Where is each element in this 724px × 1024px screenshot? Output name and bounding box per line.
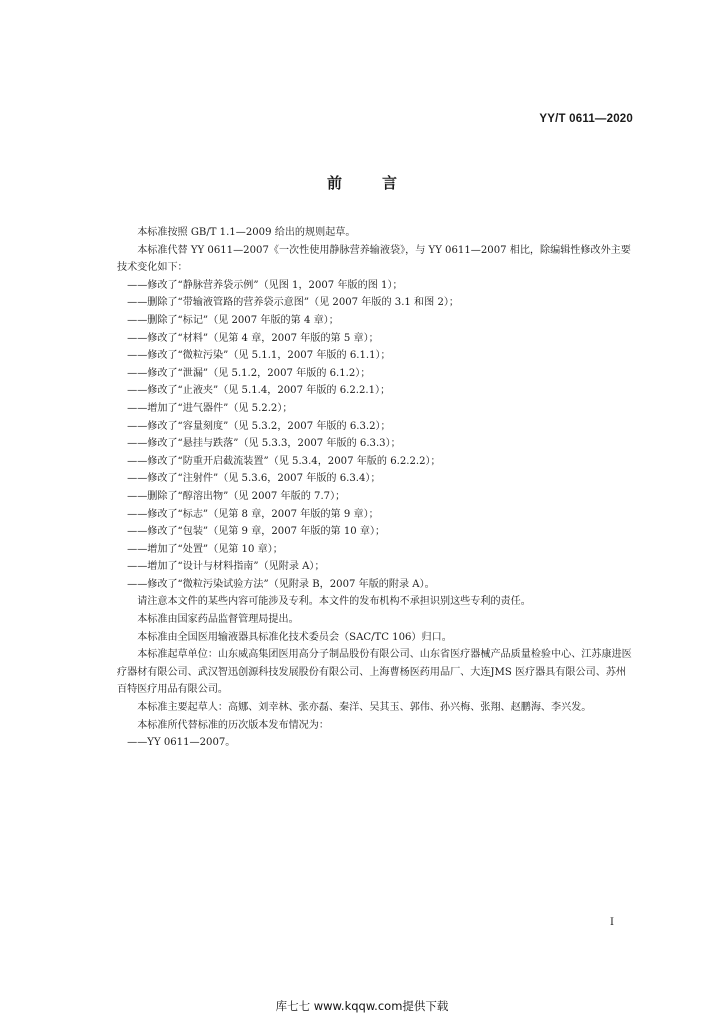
- paragraph: 本标准所代替标准的历次版本发布情况为：: [137, 719, 329, 731]
- paragraph: 本标准起草单位：山东威高集团医用高分子制品股份有限公司、山东省医疗器械产品质量检验中心、江苏康进医疗器材有限公司、武汉智迅创源科技发展股份有限公司、上海曹杨医药用品厂、大连JMS 医疗器具有限公司、苏州百特医疗用品有限公司。: [117, 649, 632, 696]
- list-item: ——增加了“处置”（见第 10 章）；: [127, 543, 283, 555]
- list-item: ——删除了“醇溶出物”（见 2007 年版的 7.7）；: [127, 490, 346, 502]
- list-item: ——修改了“材料”（见第 4 章，2007 年版的第 5 章）；: [127, 332, 379, 344]
- list-item: ——修改了“止液夹”（见 5.1.4，2007 年版的 6.2.2.1）；: [127, 385, 391, 397]
- paragraph: 本标准主要起草人：高娜、刘幸林、张亦磊、秦洋、吴其玉、郭伟、孙兴梅、张翔、赵鹏海、李兴发。: [137, 702, 592, 714]
- change-list: [117, 277, 632, 594]
- list-item: ——增加了“进气器件”（见 5.2.2）；: [127, 402, 293, 414]
- list-item: ——修改了“微粒污染”（见 5.1.1，2007 年版的 6.1.1）；: [127, 350, 391, 362]
- paragraph: 本标准代替 YY 0611—2007《一次性使用静脉营养输液袋》，与 YY 0611—2007 相比，除编辑性修改外主要技术变化如下：: [117, 244, 631, 274]
- list-item: ——修改了“微粒污染试验方法”（见附录 B，2007 年版的附录 A）。: [127, 578, 435, 590]
- standard-code: YY/T 0611—2020: [539, 113, 633, 125]
- list-item: ——修改了“注射件”（见 5.3.6，2007 年版的 6.3.4）；: [127, 473, 381, 485]
- list-item: ——删除了“带输液管路的营养袋示意图”（见 2007 年版的 3.1 和图 2）；: [127, 297, 460, 309]
- paragraph: 本标准由国家药品监督管理局提出。: [137, 614, 299, 626]
- footer-watermark: 库七七 www.kqqw.com提供下载: [275, 999, 449, 1013]
- page-title: 前言: [326, 174, 437, 192]
- list-item: ——修改了“悬挂与跌落”（见 5.3.3，2007 年版的 6.3.3）；: [127, 438, 401, 450]
- document-body: [117, 224, 632, 752]
- paragraph: 本标准由全国医用输液器具标准化技术委员会（SAC/TC 106）归口。: [137, 631, 452, 643]
- list-item: ——增加了“设计与材料指南”（见附录 A）；: [127, 561, 325, 573]
- paragraph: 请注意本文件的某些内容可能涉及专利。本文件的发布机构不承担识别这些专利的责任。: [137, 596, 531, 608]
- list-item: ——删除了“标记”（见 2007 年版的第 4 章）；: [127, 314, 339, 326]
- list-item: ——修改了“包装”（见第 9 章，2007 年版的第 10 章）；: [127, 526, 386, 538]
- list-item: ——修改了“防重开启截流装置”（见 5.3.4，2007 年版的 6.2.2.2）；: [127, 455, 441, 467]
- page-number: I: [610, 917, 614, 928]
- list-item: ——修改了“静脉营养袋示例”（见图 1，2007 年版的图 1）；: [127, 279, 403, 291]
- paragraph: 本标准按照 GB/T 1.1—2009 给出的规则起草。: [137, 227, 356, 238]
- list-item: ——修改了“标志”（见第 8 章，2007 年版的第 9 章）；: [127, 508, 379, 520]
- list-item: ——YY 0611—2007。: [127, 737, 236, 749]
- list-item: ——修改了“容量刻度”（见 5.3.2，2007 年版的 6.3.2）；: [127, 420, 391, 432]
- list-item: ——修改了“泄漏”（见 5.1.2，2007 年版的 6.1.2）；: [127, 367, 371, 379]
